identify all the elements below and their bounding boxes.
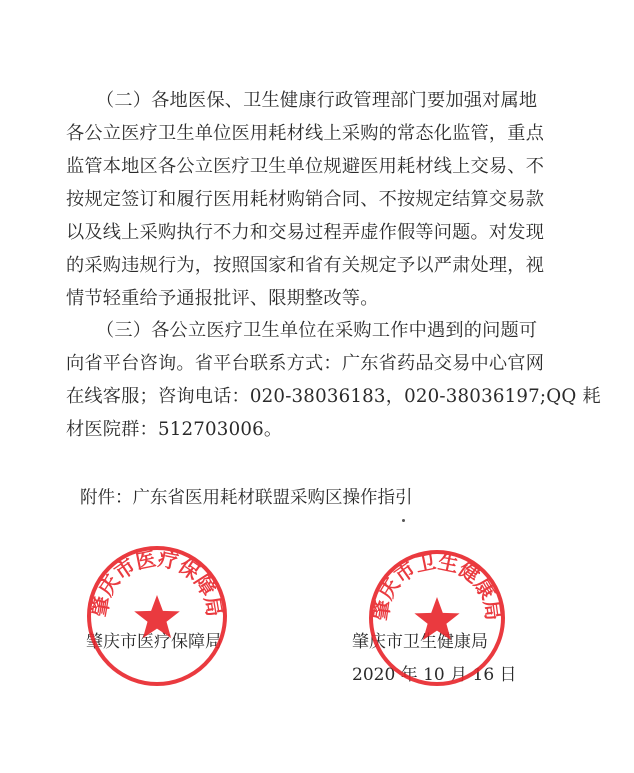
paragraph-line: 材医院群：512703006。 (66, 419, 283, 440)
paragraph-section-3 (66, 314, 601, 446)
signature-health-bureau: 肇庆市卫生健康局 (352, 632, 488, 652)
seal-text: 肇庆市卫生健康局 (368, 549, 506, 622)
paragraph-line: 按规定签订和履行医用耗材购销合同、不按规定结算交易款 (66, 189, 545, 210)
paragraph-line: （二）各地医保、卫生健康行政管理部门要加强对属地 (96, 90, 538, 111)
paragraph-line: 在线客服；咨询电话：020-38036183，020-38036197;QQ 耗 (66, 386, 601, 407)
paragraph-line: （三）各公立医疗卫生单位在采购工作中遇到的问题可 (96, 320, 538, 341)
attachment-line: 附件：广东省医用耗材联盟采购区操作指引 (80, 488, 413, 508)
signature-medical-security-bureau: 肇庆市医疗保障局 (86, 632, 222, 652)
paragraph-line: 以及线上采购执行不力和交易过程弄虚作假等问题。对发现 (66, 222, 545, 243)
paragraph-line: 向省平台咨询。省平台联系方式：广东省药品交易中心官网 (66, 353, 545, 374)
issue-date: 2020 年 10 月 16 日 (352, 665, 517, 685)
paragraph-line: 情节轻重给予通报批评、限期整改等。 (66, 288, 379, 309)
paragraph-section-2 (66, 84, 571, 315)
paragraph-line: 各公立医疗卫生单位医用耗材线上采购的常态化监管，重点 (66, 123, 545, 144)
official-seal-health-bureau-icon (366, 547, 508, 689)
ink-dot (402, 519, 405, 522)
official-seal-medical-security-icon (84, 543, 230, 689)
seal-text: 肇庆市医疗保障局 (87, 546, 227, 619)
paragraph-line: 的采购违规行为，按照国家和省有关规定予以严肃处理，视 (66, 255, 545, 276)
paragraph-line: 监管本地区各公立医疗卫生单位规避医用耗材线上交易、不 (66, 156, 545, 177)
